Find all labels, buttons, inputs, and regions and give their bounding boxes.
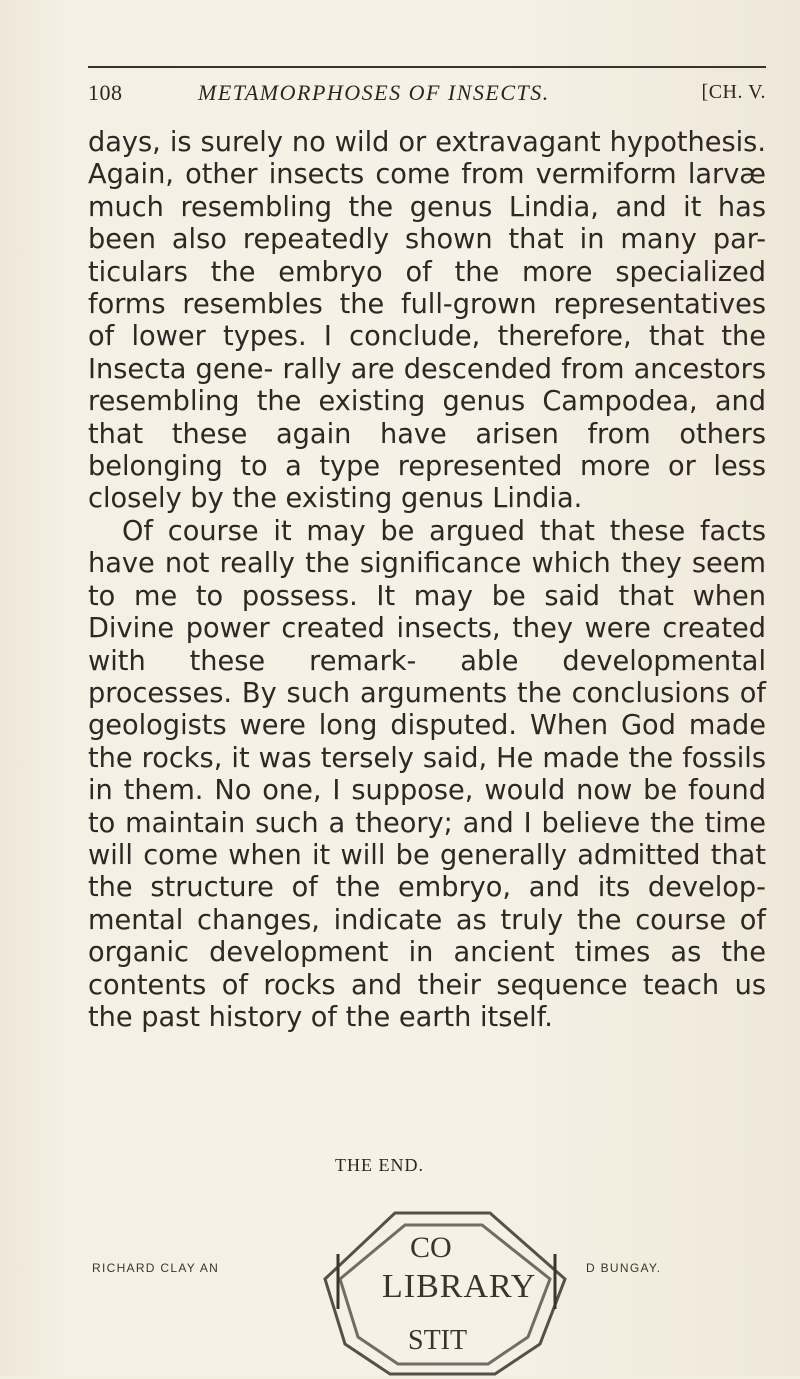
colophon xyxy=(0,1155,800,1376)
paragraph-2: Of course it may be argued that these facts have not really the significance which they seem to me to possess. It may be said that when Divine power created insects, they were created with these remark- able developmental processes. By such arguments the conclusions of geologists were long disputed. When God made the rocks, it was tersely said, He made the fossils in them. No one, I suppose, would now be found to maintain such a theory; and I believe the time will come when it will be generally admitted that the structure of the embryo, and its develop- mental changes, indicate as truly the course of organic development in ancient times as the contents of rocks and their sequence teach us the past history of the earth itself. xyxy=(88,515,766,1033)
running-title: METAMORPHOSES OF INSECTS. xyxy=(198,80,550,105)
printer-imprint-right: D BUNGAY. xyxy=(586,1261,662,1275)
running-head xyxy=(88,80,770,114)
the-end-label: THE END. xyxy=(335,1155,424,1175)
library-stamp xyxy=(300,1169,590,1379)
paragraph-1: days, is surely no wild or extravagant hypothesis. Again, other insects come from vermiform larvæ much resembling the genus Lindia, and it has been also repeatedly shown that in many par- ticulars the embryo of the more specialized forms resembles the full-grown representatives of lower types. I conclude, therefore, that the Insecta gene- rally are descended from ancestors resembling the existing genus Campodea, and that these again have arisen from others belonging to a type represented more or less closely by the existing genus Lindia. xyxy=(88,127,766,515)
stamp-text-bottom: STIT xyxy=(408,1325,468,1356)
header-rule xyxy=(88,66,766,68)
body-text xyxy=(88,127,766,1034)
stamp-text-top: CO xyxy=(410,1231,452,1264)
printer-imprint-left: RICHARD CLAY AN xyxy=(92,1261,220,1275)
stamp-text-middle: LIBRARY xyxy=(382,1268,537,1305)
chapter-marker: [CH. V. xyxy=(701,81,766,103)
page-number: 108 xyxy=(88,80,123,105)
